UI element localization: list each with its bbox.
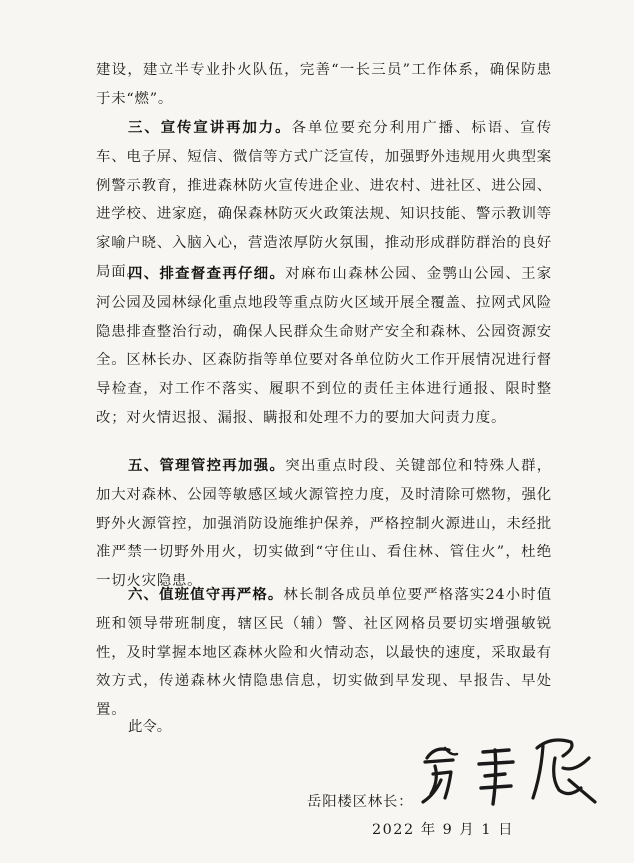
section-3-heading: 三、宣传宣讲再加力。 (128, 120, 292, 136)
section-5-heading: 五、管理管控再加强。 (128, 458, 286, 474)
section-4-paragraph (96, 260, 552, 433)
document-date: 2022 年 9 月 1 日 (372, 822, 514, 838)
section-4-body: 对麻布山森林公园、金鹗山公园、王家河公园及园林绿化重点地段等重点防火区域开展全覆盖、拉网式风险隐患排查整治行动，确保人民群众生命财产安全和森林、公园资源安全。区林长办、区森防指等单位要对各单位防火工作开展情况进行督导检查，对工作不落实、履职不到位的责任主体进行通报、限时整改；对火情迟报、漏报、瞒报和处理不力的要加大问责力度。 (96, 266, 552, 426)
continuation-paragraph: 建设，建立半专业扑火队伍，完善“一长三员”工作体系，确保防患于未“燃”。 (96, 62, 552, 107)
section-3-body: 各单位要充分利用广播、标语、宣传车、电子屏、短信、微信等方式广泛宣传，加强野外违规用火典型案例警示教育，推进森林防火宣传进企业、进农村、进社区、进公园、进学校、进家庭，确保森林防灭火政策法规、知识技能、警示教训等家喻户晓、入脑入心，营造浓厚防火氛围，推动形成群防群治的良好局面。 (96, 120, 552, 280)
section-4-heading: 四、排查督查再仔细。 (128, 266, 286, 282)
section-5-body: 突出重点时段、关键部位和特殊人群，加大对森林、公园等敏感区域火源管控力度，及时清除可燃物，强化野外火源管控，加强消防设施维护保养，严格控制火源进山，未经批准严禁一切野外用火，切实做到“守住山、看住林、管住火”，杜绝一切火灾隐患。 (96, 458, 552, 590)
section-5-paragraph (96, 452, 552, 596)
section-6-body: 林长制各成员单位要严格落实24小时值班和领导带班制度，辖区民（辅）警、社区网格员要切实增强敏锐性，及时掌握本地区森林火险和火情动态，以最快的速度，采取最有效方式，传递森林火情隐患信息，切实做到早发现、早报告、早处置。 (96, 587, 552, 719)
closing-text: 此令。 (128, 719, 172, 735)
signer-label: 岳阳楼区林长： (307, 794, 414, 810)
section-6-paragraph (96, 581, 552, 725)
section-6-heading: 六、值班值守再严格。 (128, 587, 284, 603)
handwritten-signature (405, 728, 605, 810)
